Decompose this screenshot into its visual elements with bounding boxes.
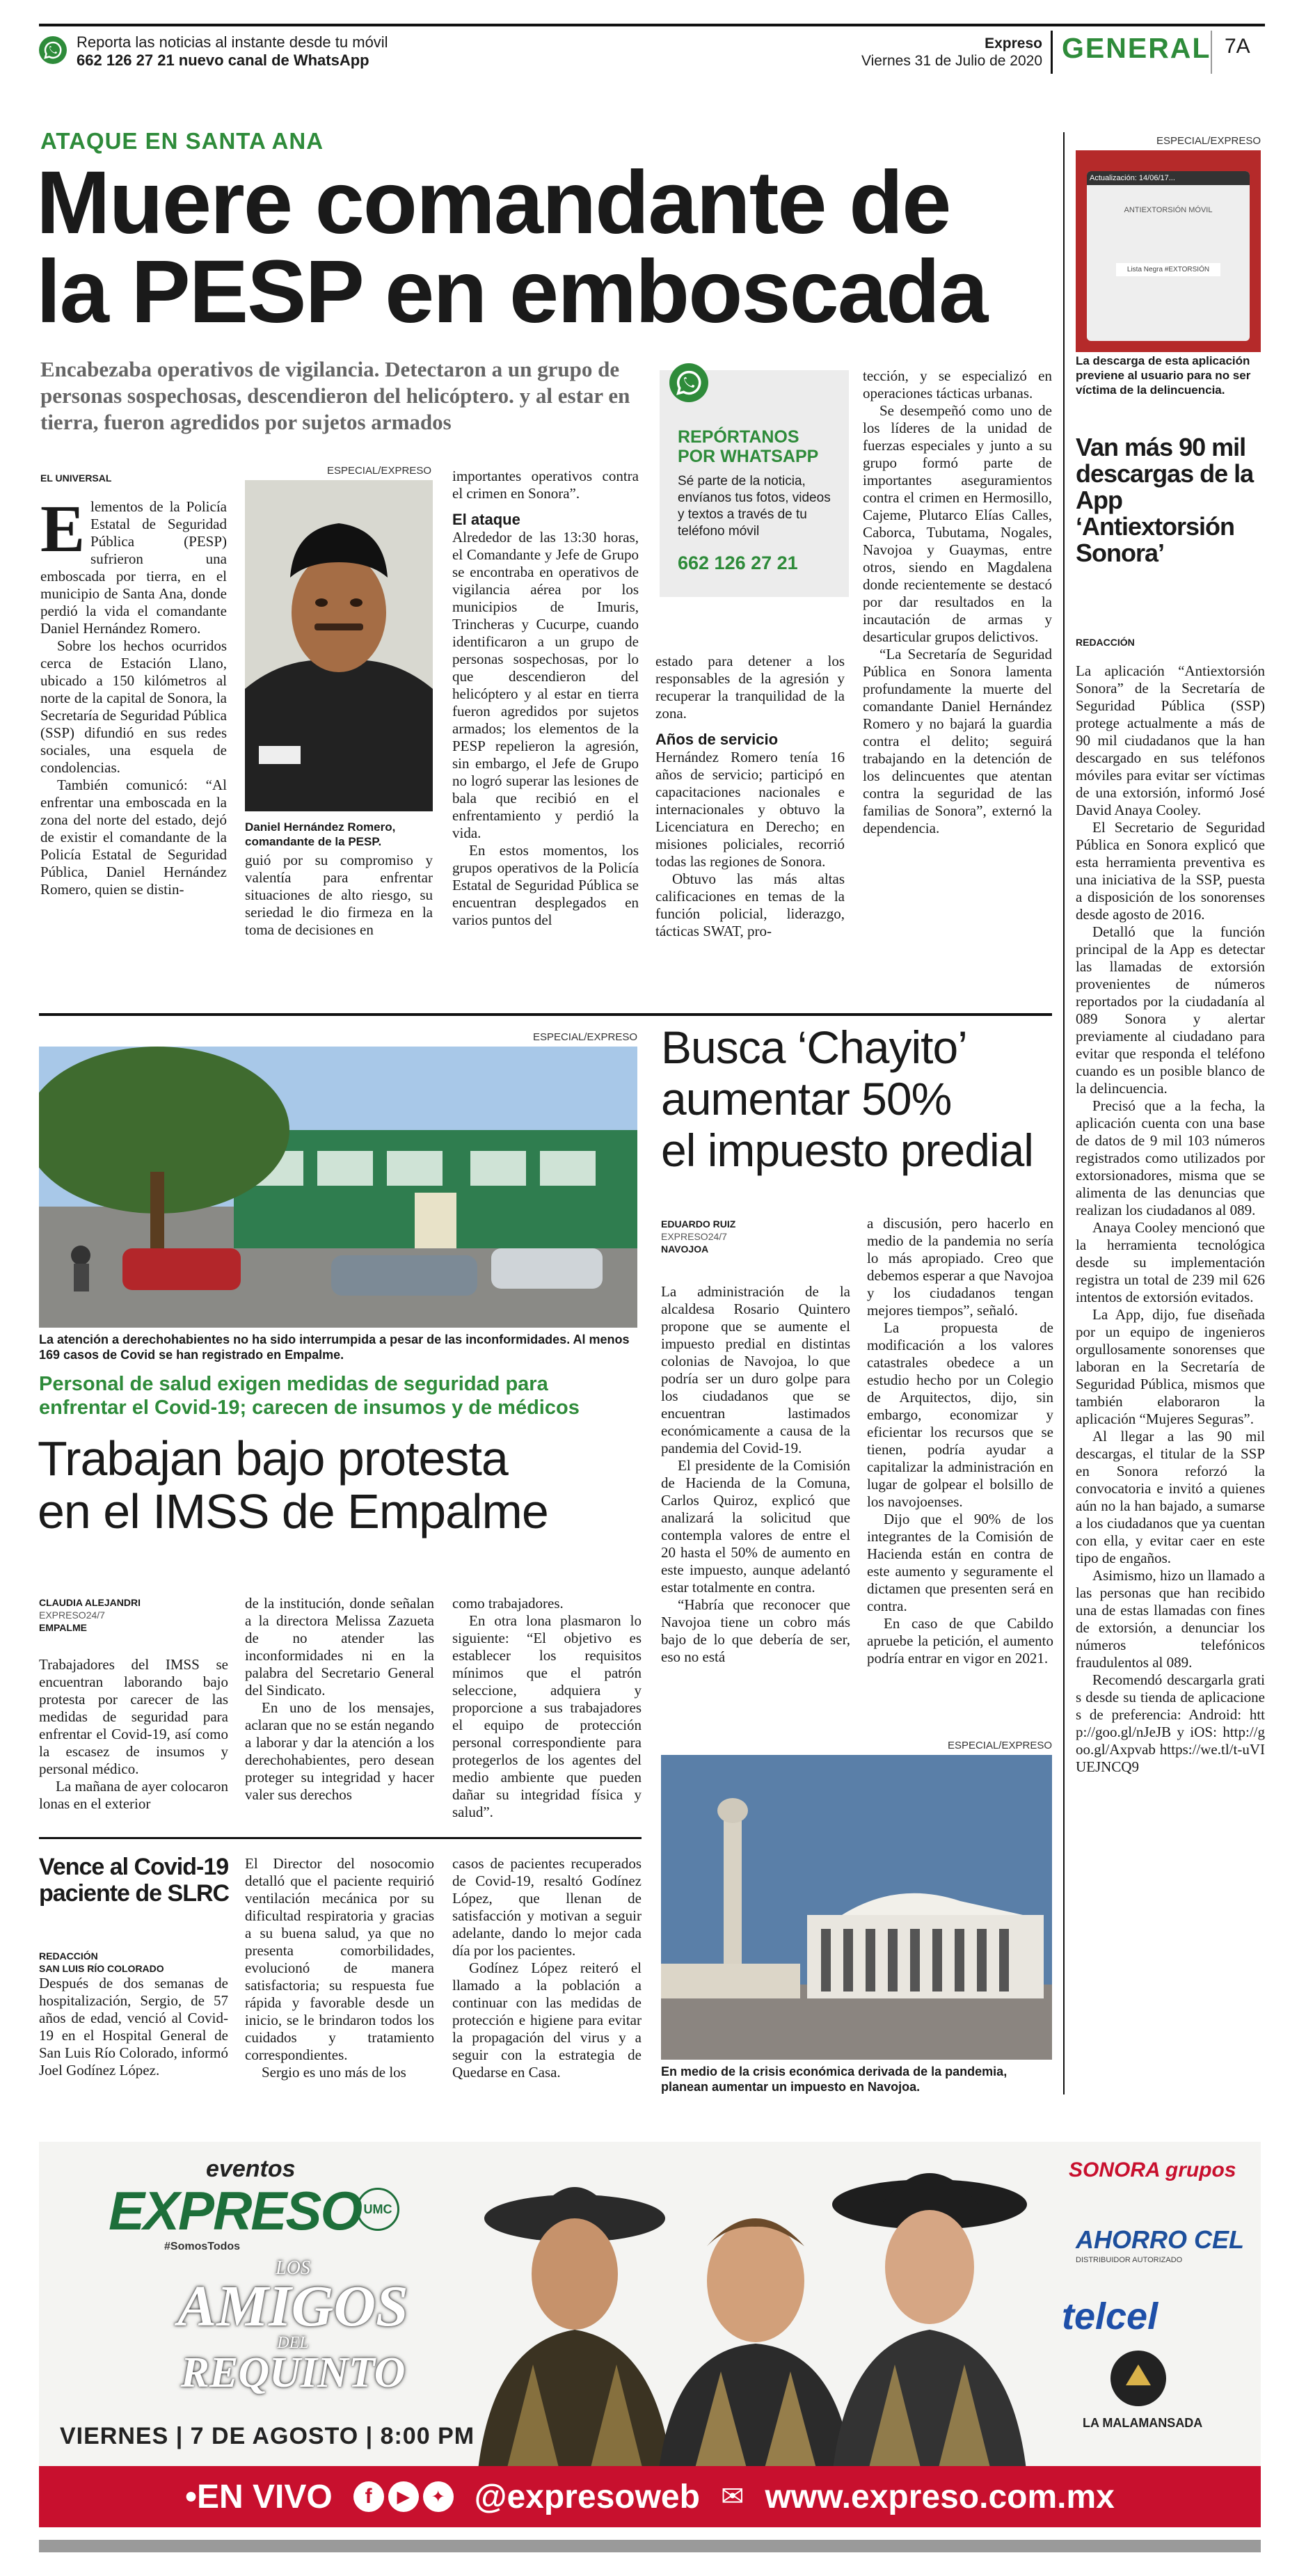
twitter-icon[interactable]: ✦ (423, 2481, 454, 2512)
predial-c2-p2: La propuesta de modificación a los valores catastrales obedece a un estudio hecho por un Colegio de Arquitectos, dijo, sin embargo, economizar y eficientar los recursos que se tienen, podría ayudar a capitalizar la administración en lugar de golpear el bolsillo de los navojoenses. (867, 1319, 1053, 1510)
slrc-c3-p2: Godínez López reiteró el llamado a la población a continuar con las medidas de protección e higiene para evitar la propagación del virus y a seguir con la estrategia de Quedarse en Casa. (452, 1959, 642, 2081)
main-col4-p2: Hernández Romero tenía 16 años de servicio; participó en capacitaciones nacionales e internacionales y obtuvo la Licenciatura en Derecho; en misiones policiales, recorrió todas las regiones de Sonora. (655, 749, 845, 870)
ad-social-icons (353, 2481, 454, 2512)
ad-bottom-bar[interactable] (39, 2466, 1261, 2527)
imss-col-3 (452, 1595, 642, 1821)
phone-screen-list: Lista Negra #EXTORSIÓN (1116, 263, 1220, 276)
main-col3-p3: En estos momentos, los grupos operativos de la Policía Estatal de Seguridad Pública se encuentran desplegados en varios puntos del (452, 842, 639, 928)
main-col1-p1: lementos de la Policía Estatal de Seguridad Pública (PESP) sufrieron una emboscada por tierra, en el municipio de Santa Ana, donde perdió la vida el comandante Daniel Hernández Romero. (40, 498, 227, 637)
predial-headline (661, 1021, 1058, 1176)
ad-handle[interactable]: @expresoweb (474, 2478, 700, 2515)
ad-umc-badge: UMC (356, 2188, 399, 2231)
main-col5-p3: “La Secretaría de Seguridad Pública en Sonora lamenta profundamente la muerte del comandante Daniel Hernández Romero y no bajará la guardia contra el delito; seguirá trabajando en la detención de los delincuentes que atentan contra la seguridad de las familias de Sonora”, externó la dependencia. (863, 646, 1052, 836)
predial-byline (661, 1218, 735, 1255)
predial-headline-line2: aumentar 50% (661, 1073, 952, 1124)
app-byline: REDACCIÓN (1076, 637, 1135, 648)
imss-c2-p1: de la institución, donde señalan a la directora Melissa Zazueta de no atender las inconformidades ni en la palabra del Secretario General del Sindicato. (245, 1595, 434, 1699)
imss-col-1 (39, 1656, 228, 1813)
main-headline (36, 153, 1059, 342)
phone-screen-title: ANTIEXTORSIÓN MÓVIL (1124, 206, 1213, 214)
whatsapp-box-phone: 662 126 27 21 (678, 552, 798, 573)
predial-author: EDUARDO RUIZ (661, 1218, 736, 1230)
ad-live-label: •EN VIVO (185, 2478, 333, 2515)
main-col-2 (245, 852, 433, 939)
predial-c1-p2: El presidente de la Comisión de Hacienda de la Comuna, Carlos Quiroz, explicó que analizará la solicitud que contempla valores de entre el 20 hasta el 50% de aumento en este impuesto, aunque adelantó estar totalmente en contra. (661, 1457, 850, 1596)
promo-line-1: Reporta las noticias al instante desde tu móvil (77, 33, 388, 51)
app-p9: Recomendó descargarla gratis desde su tienda de aplicaciones de preferencia: Android: http://goo.gl/nJeJB y iOS: http://goo.gl/Axpvab https://we.tl/t-uVIUEJNCQ9 (1076, 1671, 1265, 1775)
ad-eventos: eventos (206, 2156, 296, 2182)
app-p3: Detalló que la función principal de la App es detectar las llamadas de extorsión provenientes de números reportados por la ciudadanía al 089 Sonora y alertar previamente al ciudadano para evitar que responda el teléfono cuando es un posible blanco de la delincuencia. (1076, 923, 1265, 1097)
predial-headline-line1: Busca ‘Chayito’ (661, 1021, 967, 1073)
app-p2: El Secretario de Seguridad Pública en Sonora explicó que esta herramienta preventiva es una iniciativa de la SSP, puesta a disposición de los sonorenses desde agosto de 2016. (1076, 819, 1265, 923)
main-subhead-attack: El ataque (452, 511, 520, 528)
slrc-author: REDACCIÓN (39, 1950, 98, 1962)
masthead-info (765, 35, 1042, 70)
ad-sponsor-telcel: telcel (1062, 2296, 1158, 2337)
imss-col-2 (245, 1595, 434, 1804)
whatsapp-box-title-1: REPÓRTANOS (678, 427, 799, 447)
mail-icon: ✉ (720, 2481, 744, 2513)
facebook-icon[interactable]: f (353, 2481, 384, 2512)
ad-band-amigos: AMIGOS (177, 2274, 408, 2339)
predial-c2-p3: Dijo que el 90% de los integrantes de la Comisión de Hacienda están en contra de este aumento y seguramente el dictamen que presenten será en contra. (867, 1511, 1053, 1614)
promo-line-2: 662 126 27 21 nuevo canal de WhatsApp (77, 51, 369, 69)
app-photo-caption: La descarga de esta aplicación previene al usuario para no ser víctima de la delincuencia. (1076, 354, 1251, 397)
predial-c2-p1: a discusión, pero hacerlo en medio de la pandemia no sería lo más apropiado. Creo que debemos esperar a que Navojoa y los ciudadanos tengan mejores tiempos”, señaló. (867, 1215, 1053, 1319)
slrc-col-3 (452, 1855, 642, 2081)
predial-photo-credit: ESPECIAL/EXPRESO (947, 1740, 1052, 1751)
ad-sponsor-sonora: SONORA grupos (1069, 2158, 1236, 2181)
app-p1: La aplicación “Antiextorsión Sonora” de la Secretaría de Seguridad Pública (SSP) protege actualmente a más de 90 mil ciudadanos que la han descargado en sus teléfonos móviles para evitar ser víctimas de una extorsión, informó José David Anaya Cooley. (1076, 662, 1265, 818)
predial-col-1 (661, 1283, 850, 1666)
ad-band-photo (449, 2142, 1062, 2476)
imss-org: EXPRESO24/7 (39, 1609, 105, 1621)
main-col3-p2: Alrededor de las 13:30 horas, el Comandante y Jefe de Grupo se encontraba en operativos de vigilancia aérea por los municipios de Imuris, Trincheras y Cucurpe, cuando identificaron a un grupo de personas sospechosas, por lo que descendieron del helicóptero y al estar en tierra fueron agredidos por sujetos armados; los elementos de la PESP repelieron la agresión, sin embargo, el Jefe de Grupo no logró superar las lesiones de bala que recibió en el enfrentamiento y perdió la vida. (452, 529, 639, 841)
page-divider (1211, 31, 1212, 74)
bottom-gray-bar (39, 2540, 1261, 2552)
predial-org: EXPRESO24/7 (661, 1231, 727, 1242)
imss-photo (39, 1047, 637, 1328)
imss-photo-credit: ESPECIAL/EXPRESO (532, 1031, 637, 1043)
main-kicker: ATAQUE EN SANTA ANA (40, 128, 324, 154)
app-headline: Van más 90 mil descargas de la App ‘Antiextorsión Sonora’ (1076, 433, 1254, 567)
sidebar-divider (1063, 132, 1065, 2094)
concert-ad[interactable] (39, 2142, 1261, 2527)
issue-date: Viernes 31 de Julio de 2020 (861, 53, 1042, 69)
main-headline-line1: Muere comandante de (36, 153, 950, 253)
predial-c1-p1: La administración de la alcaldesa Rosario Quintero propone que se aumente el impuesto predial en distintas colonias de Navojoa, lo que podría ser un duro golpe para los ciudadanos que se encuentran lastimados económicamente a causa de la pandemia del Covid-19. (661, 1283, 850, 1456)
phone-screen-time: Actualización: 14/06/17... (1087, 171, 1250, 185)
slrc-col-1 (39, 1975, 228, 2079)
app-photo-credit: ESPECIAL/EXPRESO (1156, 135, 1261, 147)
main-col4-p1: estado para detener a los responsables de la agresión y recuperar la tranquilidad de la zona. (655, 653, 845, 722)
main-deck: Encabezaba operativos de vigilancia. Detectaron a un grupo de personas sospechosas, descendieron del helicóptero. y al estar en tierra, fueron agredidos por sujetos armados (40, 357, 630, 434)
page-number: 7A (1225, 35, 1250, 58)
predial-c1-p3: “Habría que reconocer que Navojoa tiene un cobro más bajo de lo que debería de ser, eso no está (661, 1596, 850, 1665)
imss-c1-p1: Trabajadores del IMSS se encuentran laborando bajo protesta por carecer de las medidas de seguridad para enfrentar el Covid-19, así como la escasez de insumos y personal médico. (39, 1656, 228, 1777)
imss-headline-line2: en el IMSS de Empalme (38, 1484, 548, 1539)
imss-headline-line1: Trabajan bajo protesta (38, 1431, 508, 1486)
predial-place: NAVOJOA (661, 1243, 709, 1255)
slrc-col-2 (245, 1855, 434, 2081)
app-p4: Precisó que a la fecha, la aplicación cuenta con una base de datos de 9 mil 103 números registrados como utilizados por extorsionadores, misma que se alimenta de las denuncias que realizan los ciudadanos al 089. (1076, 1097, 1265, 1218)
main-byline: EL UNIVERSAL (40, 472, 112, 484)
ad-band-los: LOS (276, 2257, 310, 2279)
whatsapp-icon (39, 36, 67, 64)
main-photo-caption: Daniel Hernández Romero, comandante de la PESP. (245, 820, 396, 848)
slrc-c1: Después de dos semanas de hospitalización, Sergio, de 57 años de edad, venció al Covid-19 en el Hospital General de San Luis Río Colorado, informó Joel Godínez López. (39, 1975, 228, 2078)
slrc-c2-p2: Sergio es uno más de los (262, 2064, 406, 2081)
whatsapp-box-icon (669, 363, 708, 402)
header-divider (1051, 31, 1053, 74)
app-p8: Asimismo, hizo un llamado a las personas que han recibido una de estas llamadas con fines de extorsión, a denunciar los números telefónicos fraudulentos al 089. (1076, 1567, 1265, 1671)
app-p7: Al llegar a las 90 mil descargas, el titular de la SSP en Sonora reforzó la convocatoria e invitó a quienes aún no la han bajado, a sumarse a los ciudadanos que ya cuentan con ella, y evitar caer en este tipo de engaños. (1076, 1428, 1265, 1566)
imss-photo-caption: La atención a derechohabientes no ha sido interrumpida a pesar de las inconformidades. Al menos 169 casos de Covid se han registrado en Empalme. (39, 1333, 630, 1362)
ad-band-requinto: REQUINTO (180, 2349, 406, 2396)
whatsapp-box-body: Sé parte de la noticia, envíanos tus fotos, videos y textos a través de tu teléfono móvil (678, 474, 831, 539)
ad-band-logo (157, 2257, 429, 2396)
predial-c2-p4: En caso de que Cabildo apruebe la petición, el aumento podría entrar en vigor en 2021. (867, 1615, 1053, 1667)
slrc-byline (39, 1950, 164, 1975)
imss-place: EMPALME (39, 1622, 87, 1633)
slrc-headline: Vence al Covid-19 paciente de SLRC (39, 1854, 230, 1907)
ad-sponsor-ahorrocel: AHORRO CEL (1076, 2225, 1244, 2254)
imss-byline (39, 1596, 141, 1634)
imss-bottom-rule (39, 1837, 642, 1839)
main-col2-p1: guió por su compromiso y valentía para enfrentar situaciones de alto riesgo, su seriedad le dio firmeza en la toma de decisiones en (245, 852, 433, 938)
youtube-icon[interactable]: ▶ (388, 2481, 419, 2512)
ad-expreso-logo: EXPRESO (109, 2180, 362, 2241)
predial-photo-caption: En medio de la crisis económica derivada de la pandemia, planean aumentar un impuesto en Navojoa. (661, 2065, 1008, 2094)
ad-sponsor-ahorrocel-sub: DISTRIBUIDOR AUTORIZADO (1076, 2256, 1183, 2264)
main-col4-p3: Obtuvo las más altas calificaciones en temas de la función policial, liderazgo, tácticas SWAT, pro- (655, 870, 845, 939)
ad-hashtag: #SomosTodos (164, 2241, 241, 2252)
main-col-4 (655, 653, 845, 940)
predial-headline-line3: el impuesto predial (661, 1124, 1033, 1176)
commander-photo (245, 480, 433, 811)
main-col3-p1: importantes operativos contra el crimen en Sonora”. (452, 468, 639, 502)
slrc-c3-p1: casos de pacientes recuperados de Covid-19, resaltó Godínez López, que llenan de satisfacción y motivan a seguir adelante, dando lo mejor cada día por los pacientes. (452, 1855, 642, 1959)
whatsapp-box (660, 370, 849, 597)
app-photo (1076, 150, 1261, 352)
imss-c2-p2: En uno de los mensajes, aclaran que no se están negando a laborar y dar la atención a los derechohabientes, pero desean proteger su integridad y hacer valer sus derechos (245, 1699, 434, 1803)
imss-headline (38, 1432, 643, 1538)
ad-sponsor-malamansada: LA MALAMANSADA (1083, 2416, 1203, 2430)
imss-c1-p2: La mañana de ayer colocaron lonas en el exterior (39, 1778, 228, 1812)
imss-c3-p2: En otra lona plasmaron lo siguiente: “El objetivo es establecer los requisitos mínimos que el patrón seleccione, adquiera y proporcione a sus trabajadores el equipo de protección personal correspondiente para protegerlos de los agentes del medio ambiente que pueden dañar su integridad física y salud”. (452, 1612, 642, 1820)
main-subhead-service: Años de servicio (655, 731, 779, 748)
main-col-5 (863, 367, 1052, 837)
main-col5-p1: tección, y se especializó en operaciones tácticas urbanas. (863, 367, 1052, 401)
predial-col-2 (867, 1215, 1053, 1667)
main-col1-p2: Sobre los hechos ocurridos cerca de Estación Llano, ubicado a 150 kilómetros al norte de la capital de Sonora, la Secretaría de Seguridad Pública (SSP) difundió en sus redes sociales, una esquela de condolencias. (40, 637, 227, 776)
main-bottom-rule (39, 1013, 1052, 1016)
ad-band-del: DEL (277, 2334, 309, 2352)
section-name: GENERAL (1062, 32, 1211, 64)
drop-cap: E (40, 491, 86, 566)
paper-name: Expreso (985, 35, 1042, 51)
phone-screen (1087, 171, 1250, 341)
main-col5-p2: Se desempeñó como uno de los líderes de la unidad de fuerzas especiales y junto a su grupo formó parte de importantes aseguramientos contra el crimen en Hermosillo, Cajeme, Plutarco Elías Calles, Caborca, Tubutama, Nogales, Navojoa y Guaymas, entre otros, siendo en Magdalena donde recientemente se destacó por dar resultados en la incautación de armas y desarticular grupos delictivos. (863, 402, 1052, 645)
main-col1-p3: También comunicó: “Al enfrentar una emboscada en la zona del norte del estado, dejó de existir el comandante de la Policía Estatal de Seguridad Pública, Daniel Hernández Romero, quien se distin- (40, 777, 227, 898)
imss-author: CLAUDIA ALEJANDRI (39, 1597, 141, 1608)
main-headline-line2: la PESP en emboscada (36, 242, 987, 342)
predial-photo (661, 1755, 1052, 2060)
imss-c3-p1: como trabajadores. (452, 1595, 564, 1612)
imss-deck: Personal de salud exigen medidas de seguridad para enfrentar el Covid-19; carecen de insumos y de médicos (39, 1373, 580, 1419)
ad-url[interactable]: www.expreso.com.mx (765, 2478, 1115, 2515)
app-body (1076, 662, 1265, 1776)
main-photo-credit: ESPECIAL/EXPRESO (326, 465, 431, 477)
slrc-place: SAN LUIS RÍO COLORADO (39, 1963, 164, 1974)
top-rule (39, 24, 1265, 26)
main-col-1 (40, 491, 227, 898)
whatsapp-promo (77, 33, 388, 70)
ad-date-line: VIERNES | 7 DE AGOSTO | 8:00 PM (60, 2423, 475, 2449)
whatsapp-box-title-2: POR WHATSAPP (678, 447, 819, 466)
ad-malamansada-icon (1110, 2351, 1166, 2406)
app-p6: La App, dijo, fue diseñada por un equipo de ingenieros orgullosamente sonorenses que laboran en la Secretaría de Seguridad Pública, mismos que también elaboraron la aplicación “Mujeres Seguras”. (1076, 1306, 1265, 1427)
app-p5: Anaya Cooley mencionó que la herramienta tecnológica desde su implementación registra un total de 239 mil 626 intentos de extorsión evitados. (1076, 1219, 1265, 1305)
main-col-3 (452, 468, 639, 929)
slrc-c2-p1: El Director del nosocomio detalló que el paciente requirió ventilación mecánica por su dificultad respiratoria y gracias a su buena salud, ya que no presenta comorbilidades, evolucionó de manera satisfactoria; su respuesta fue rápida y favorable desde un inicio, se le brindaron todos los cuidados y tratamiento correspondientes. (245, 1855, 434, 2063)
